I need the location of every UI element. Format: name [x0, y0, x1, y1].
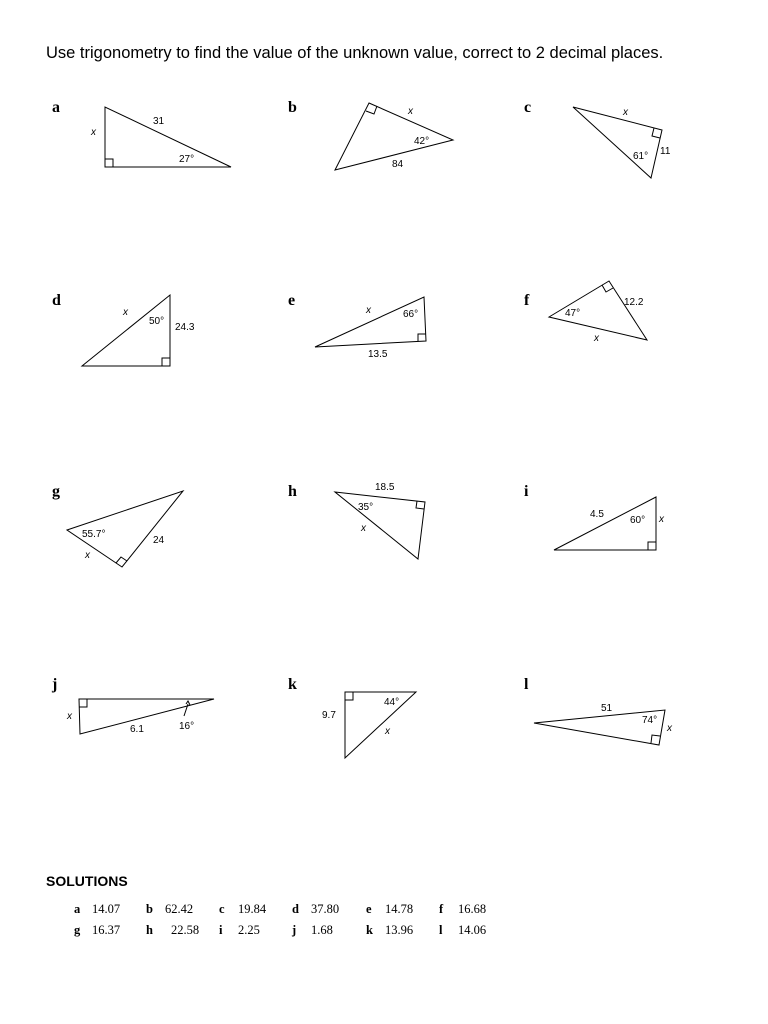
question-c-letter: c [524, 99, 532, 116]
right-angle-mark-f [602, 285, 613, 292]
label-h-side: 18.5 [375, 482, 395, 493]
triangle-a [90, 107, 231, 167]
solution-c-letter: c [219, 902, 225, 916]
label-k-hypotenuse-x: x [385, 726, 390, 737]
label-e-hypotenuse-x: x [366, 305, 371, 316]
solution-l-value: 14.06 [458, 923, 487, 937]
label-a-side-x: x [91, 127, 96, 138]
label-f-side-x: x [594, 333, 599, 344]
triangle-f [549, 281, 647, 344]
solution-i-letter: i [219, 923, 223, 937]
triangle-k [322, 692, 416, 758]
angle-arrow-j [184, 701, 190, 716]
triangle-c [573, 107, 671, 178]
solution-e-letter: e [366, 902, 372, 916]
label-d-hypotenuse-x: x [123, 307, 128, 318]
right-angle-mark-a [105, 159, 113, 167]
question-j-letter: j [52, 676, 58, 693]
label-c-angle: 61° [633, 151, 649, 162]
label-i-hypotenuse: 4.5 [590, 509, 604, 520]
solution-h-letter: h [146, 923, 153, 937]
question-d-letter: d [52, 292, 61, 309]
solution-h-value: 22.58 [171, 923, 200, 937]
right-angle-mark-j [79, 699, 87, 707]
label-e-side: 13.5 [368, 349, 388, 360]
triangle-d-outline [82, 295, 170, 366]
right-angle-mark-e [418, 334, 426, 341]
right-angle-mark-i [648, 542, 656, 550]
label-e-angle: 66° [403, 309, 419, 320]
question-b-letter: b [288, 99, 297, 116]
question-a-letter: a [52, 99, 60, 116]
solution-c-value: 19.84 [238, 902, 267, 916]
triangle-f-outline [549, 281, 647, 340]
solution-g-value: 16.37 [92, 923, 121, 937]
solution-b-value: 62.42 [165, 902, 194, 916]
label-a-angle: 27° [179, 154, 195, 165]
triangle-j [66, 699, 214, 735]
solution-j-value: 1.68 [311, 923, 333, 937]
solution-a-letter: a [74, 902, 81, 916]
solution-b-letter: b [146, 902, 153, 916]
label-g-side-x: x [85, 550, 90, 561]
label-i-side-x: x [659, 514, 664, 525]
question-g-letter: g [52, 483, 60, 500]
label-l-side-x: x [667, 723, 672, 734]
right-angle-mark-b [366, 106, 377, 114]
label-b-hypotenuse: 84 [392, 159, 404, 170]
solution-f-letter: f [439, 902, 444, 916]
solution-l-letter: l [439, 923, 443, 937]
instruction-text: Use trigonometry to find the value of the unknown value, correct to 2 decimal places. [46, 44, 664, 62]
question-e-letter: e [288, 292, 296, 309]
triangle-g [67, 491, 183, 567]
solutions-heading: SOLUTIONS [46, 873, 128, 889]
solution-k-letter: k [366, 923, 373, 937]
label-f-angle: 47° [565, 308, 581, 319]
label-b-side-x: x [408, 106, 413, 117]
triangle-k-outline [345, 692, 416, 758]
solution-a-value: 14.07 [92, 902, 121, 916]
triangle-a-outline [105, 107, 231, 167]
question-k-letter: k [288, 676, 297, 693]
label-a-hypotenuse: 31 [153, 116, 165, 127]
label-h-angle: 35° [358, 502, 374, 513]
label-c-hypotenuse-x: x [623, 107, 628, 118]
label-d-angle: 50° [149, 316, 165, 327]
triangle-b [335, 103, 453, 170]
solution-k-value: 13.96 [385, 923, 414, 937]
triangle-l [534, 703, 673, 745]
triangle-h-outline [335, 492, 425, 559]
question-l-letter: l [524, 676, 529, 693]
label-k-angle: 44° [384, 697, 400, 708]
label-b-angle: 42° [414, 136, 430, 147]
label-h-hypotenuse-x: x [361, 523, 366, 534]
triangle-e [315, 297, 426, 360]
triangle-c-outline [573, 107, 662, 178]
label-g-angle: 55.7° [82, 529, 106, 540]
question-i-letter: i [524, 483, 529, 500]
label-l-hypotenuse: 51 [601, 703, 613, 714]
solution-i-value: 2.25 [238, 923, 260, 937]
label-j-side: 6.1 [130, 724, 144, 735]
label-j-angle: 16° [179, 721, 195, 732]
solution-e-value: 14.78 [385, 902, 414, 916]
solution-j-letter: j [292, 923, 297, 937]
right-angle-mark-l [651, 735, 660, 743]
solution-f-value: 16.68 [458, 902, 487, 916]
solution-g-letter: g [74, 923, 81, 937]
question-h-letter: h [288, 483, 297, 500]
triangle-d [82, 295, 195, 366]
label-c-side: 11 [660, 146, 671, 157]
solution-d-letter: d [292, 902, 299, 916]
label-d-side: 24.3 [175, 322, 195, 333]
triangle-i [554, 497, 665, 550]
right-angle-mark-d [162, 358, 170, 366]
question-f-letter: f [524, 292, 530, 309]
label-j-side-x: x [67, 711, 72, 722]
label-l-angle: 74° [642, 715, 658, 726]
label-i-angle: 60° [630, 515, 646, 526]
label-g-side: 24 [153, 535, 165, 546]
solution-d-value: 37.80 [311, 902, 340, 916]
right-angle-mark-k [345, 692, 353, 700]
label-k-side: 9.7 [322, 710, 336, 721]
triangle-h [335, 482, 425, 559]
label-f-side: 12.2 [624, 297, 644, 308]
